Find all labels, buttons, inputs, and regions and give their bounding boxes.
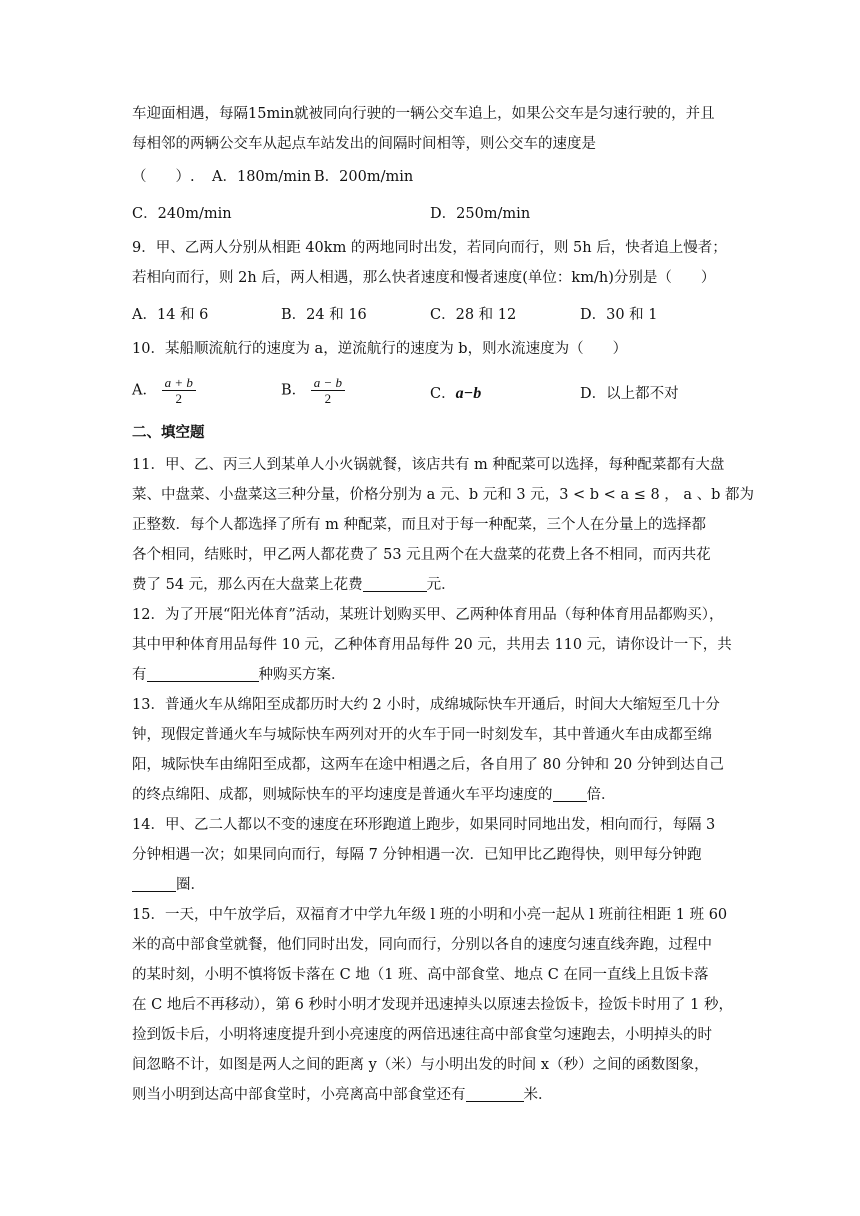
q8-option-a: A．180m/min — [212, 169, 312, 185]
q13-answer-blank[interactable] — [553, 786, 587, 802]
q10-option-b-fraction — [311, 375, 345, 406]
q13-line-2: 钟，现假定普通火车与城际快车两列对开的火车于同一时刻发车，其中普通火车由成都至绵 — [132, 727, 712, 743]
q8-option-b: B．200m/min — [314, 169, 414, 185]
q12-answer-blank[interactable] — [147, 666, 259, 682]
q15-line-4: 在 C 地后不再移动），第 6 秒时小明才发现并迅速掉头以原速去捡饭卡，捡饭卡时用了 1 秒， — [132, 997, 733, 1013]
q9-line-1: 9．甲、乙两人分别从相距 40km 的两地同时出发，若同向而行，则 5h 后，快者追上慢者； — [132, 240, 727, 256]
q10-option-a-denominator: 2 — [175, 391, 182, 406]
q9-option-a: A．14 和 6 — [132, 307, 209, 323]
q11-line-1: 11．甲、乙、丙三人到某单人小火锅就餐，该店共有 m 种配菜可以选择，每种配菜都有大盘 — [132, 457, 725, 473]
q10-option-d: D．以上都不对 — [580, 386, 679, 402]
q8-line-2: 每相邻的两辆公交车从起点车站发出的间隔时间相等，则公交车的速度是 — [132, 136, 596, 152]
q10-option-b — [281, 375, 345, 406]
q13-line-3: 阳，城际快车由绵阳至成都，这两车在途中相遇之后，各自用了 80 分钟和 20 分钟到达自己 — [132, 757, 724, 773]
q12-line-1: 12．为了开展“阳光体育”活动，某班计划购买甲、乙两种体育用品（每种体育用品都购买）， — [132, 607, 724, 623]
q15-line-6: 间忽略不计，如图是两人之间的距离 y（米）与小明出发的时间 x（秒）之间的函数图象， — [132, 1057, 709, 1073]
q14-line-2: 分钟相遇一次；如果同向而行，每隔 7 分钟相遇一次．已知甲比乙跑得快，则甲每分钟跑 — [132, 847, 702, 863]
q11-line-2: 菜、中盘菜、小盘菜这三种分量，价格分别为 a 元、b 元和 3 元，3 < b < a ≤ 8 ， a 、b 都为 — [132, 487, 755, 503]
q13-line-1: 13．普通火车从绵阳至成都历时大约 2 小时，成绵城际快车开通后，时间大大缩短至几十分 — [132, 697, 720, 713]
q9-option-c: C．28 和 12 — [430, 307, 517, 323]
q13-line-4 — [132, 785, 732, 805]
q14-line-3 — [132, 875, 732, 895]
q14-line-1: 14．甲、乙二人都以不变的速度在环形跑道上跑步，如果同时同地出发，相向而行，每隔 3 — [132, 817, 716, 833]
q8-option-c: C．240m/min — [132, 206, 232, 222]
q10-option-c — [430, 384, 481, 404]
q15-line-1: 15．一天，中午放学后，双福育才中学九年级 l 班的小明和小亮一起从 l 班前往相距 1 班 60 — [132, 907, 728, 923]
q10-option-b-denominator: 2 — [324, 391, 332, 406]
q15-line-7-text: 则当小明到达高中部食堂时，小亮离高中部食堂还有 — [132, 1087, 466, 1103]
q10-option-b-numerator: a − b — [311, 375, 345, 391]
q10-option-a-label: A． — [132, 382, 157, 399]
q8-option-d: D．250m/min — [430, 206, 531, 222]
q15-line-7-unit: 米． — [523, 1087, 553, 1103]
q13-line-4-unit: 倍． — [586, 787, 616, 803]
q12-line-3-suffix: 种购买方案． — [258, 667, 346, 683]
q9-line-2: 若相向而行，则 2h 后，两人相遇，那么快者速度和慢者速度(单位：km/h)分别是（ ） — [132, 270, 716, 286]
q14-answer-blank[interactable] — [132, 876, 176, 892]
q15-line-3: 的某时刻，小明不慎将饭卡落在 C 地（1 班、高中部食堂、地点 C 在同一直线上且饭卡落 — [132, 967, 709, 983]
q15-line-5: 捡到饭卡后，小明将速度提升到小亮速度的两倍迅速往高中部食堂匀速跑去，小明掉头的时 — [132, 1027, 712, 1043]
q11-line-4: 各个相同，结账时，甲乙两人都花费了 53 元且两个在大盘菜的花费上各不相同，而丙共花 — [132, 547, 711, 563]
q8-line-1: 车迎面相遇，每隔15min就被同向行驶的一辆公交车追上，如果公交车是匀速行驶的，并且 — [132, 106, 715, 122]
q15-answer-blank[interactable] — [466, 1086, 524, 1102]
q14-line-3-unit: 圈． — [176, 877, 205, 893]
q11-line-5-unit: 元． — [426, 577, 456, 593]
q11-line-5-text: 费了 54 元，那么丙在大盘菜上花费 — [132, 577, 363, 593]
q12-line-2: 其中甲种体育用品每件 10 元，乙种体育用品每件 20 元，共用去 110 元，请你设计一下，共 — [132, 637, 732, 653]
q9-option-b: B．24 和 16 — [281, 307, 367, 323]
q10-option-a-numerator: a + b — [162, 375, 196, 391]
q12-line-3 — [132, 665, 732, 685]
q15-line-2: 米的高中部食堂就餐，他们同时出发，同向而行，分别以各自的速度匀速直线奔跑，过程中 — [132, 937, 712, 953]
q11-line-3: 正整数．每个人都选择了所有 m 种配菜，而且对于每一种配菜，三个人在分量上的选择都 — [132, 517, 706, 533]
q13-line-4-text: 的终点绵阳、成都，则城际快车的平均速度是普通火车平均速度的 — [132, 787, 553, 803]
q15-line-7 — [132, 1085, 732, 1105]
section-heading-fill-in: 二、填空题 — [132, 425, 205, 441]
q9-option-d: D．30 和 1 — [580, 307, 658, 323]
q10-option-c-label: C． — [430, 386, 456, 402]
q10-option-a-fraction — [162, 375, 196, 406]
q10-line-1: 10．某船顺流航行的速度为 a，逆流航行的速度为 b，则水流速度为（ ） — [132, 341, 628, 357]
q11-line-5 — [132, 575, 732, 595]
q12-line-3-prefix: 有 — [132, 667, 147, 683]
q10-option-c-expression: a−b — [455, 385, 482, 402]
q8-paren: （ ）. — [132, 169, 195, 185]
q10-option-a — [132, 375, 196, 406]
q10-option-b-label: B． — [281, 382, 307, 399]
q11-answer-blank[interactable] — [363, 576, 427, 592]
